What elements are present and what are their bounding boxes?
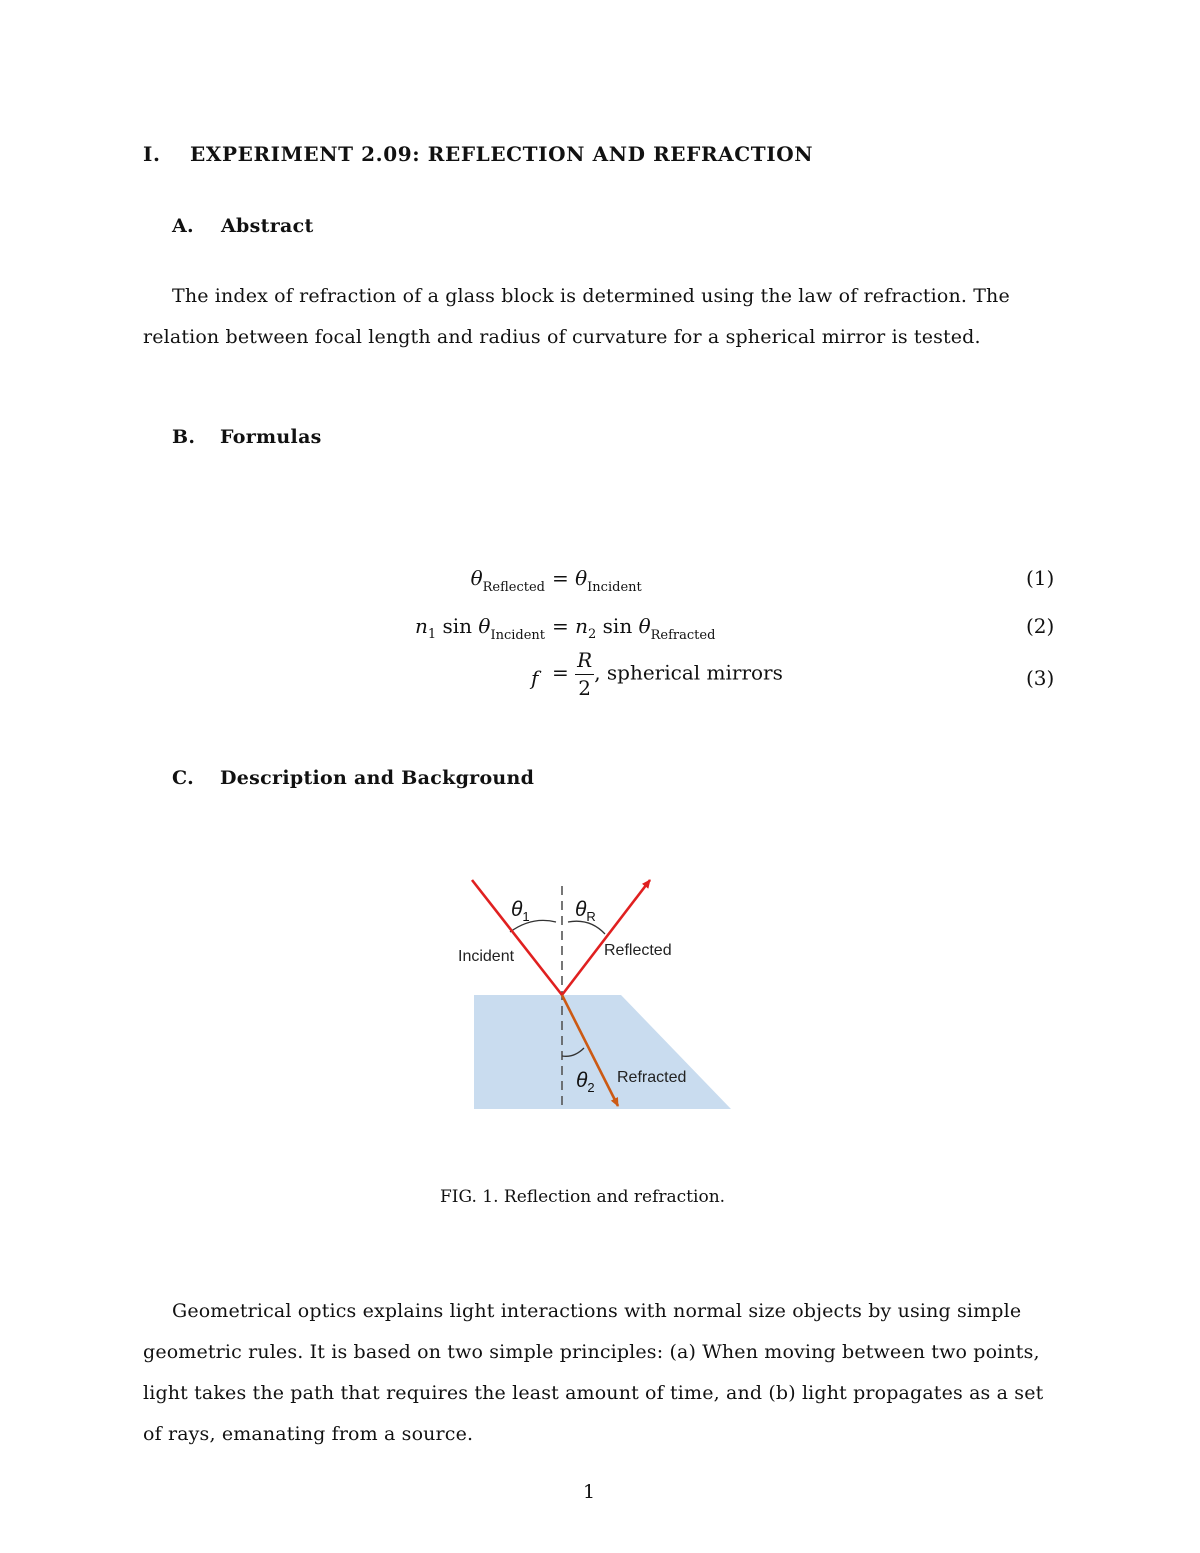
label-thetaR: $\theta_R$: [575, 898, 596, 924]
subscript-refracted: Refracted: [650, 628, 716, 643]
subsection-title: Abstract: [221, 215, 314, 237]
equation-1-rhs: [552, 566, 642, 595]
subscript-one: 1: [427, 627, 437, 642]
equation-3-rhs: [552, 650, 783, 698]
abstract-line-1: The index of refraction of a glass block is determined using the law of refraction. The: [172, 285, 1010, 307]
body-line-2: geometric rules. It is based on two simple principles: (a) When moving between two points,: [143, 1341, 1040, 1363]
equation-number-3: (3): [1026, 666, 1055, 690]
theta-symbol: θ: [470, 566, 483, 590]
theta-symbol: θ: [638, 614, 651, 638]
theta-symbol: θ: [575, 566, 588, 590]
sin-function: sin: [442, 614, 473, 638]
body-line-3: light takes the path that requires the least amount of time, and (b) light propagates as a set: [143, 1382, 1044, 1404]
fraction-denominator: 2: [578, 676, 592, 700]
section-heading: [143, 142, 814, 166]
label-theta2: $\theta_2$: [576, 1069, 595, 1095]
subscript-reflected: Reflected: [482, 580, 545, 595]
equation-number-2: (2): [1026, 614, 1055, 638]
theta-symbol: θ: [478, 614, 491, 638]
n-symbol: n: [575, 614, 589, 638]
subsection-label: C.: [172, 767, 195, 789]
subsection-title: Formulas: [220, 426, 322, 448]
equals-sign: =: [552, 566, 569, 590]
n-symbol: n: [414, 614, 428, 638]
subsection-heading-formulas: [172, 426, 322, 448]
equation-1-lhs: [470, 566, 545, 595]
subscript-incident: Incident: [587, 580, 642, 595]
label-reflected: Reflected: [604, 942, 672, 959]
subscript-incident: Incident: [490, 628, 545, 643]
equation-3-tail: , spherical mirrors: [594, 660, 783, 685]
fraction-numerator: R: [575, 650, 594, 675]
body-line-1: Geometrical optics explains light interactions with normal size objects by using simple: [172, 1300, 1022, 1322]
section-number: I.: [143, 142, 161, 166]
subscript-two: 2: [588, 627, 597, 642]
equation-2-rhs: [552, 614, 716, 643]
abstract-line-2: relation between focal length and radius of curvature for a spherical mirror is tested.: [143, 326, 981, 348]
fraction-R-over-2: [575, 650, 594, 698]
body-line-4: of rays, emanating from a source.: [143, 1423, 474, 1445]
equals-sign: =: [552, 614, 569, 638]
subsection-title: Description and Background: [220, 767, 535, 789]
section-title: EXPERIMENT 2.09: REFLECTION AND REFRACTION: [190, 142, 814, 166]
subsection-heading-abstract: [172, 215, 314, 237]
subsection-label: A.: [172, 215, 194, 237]
angle-arc-theta1: [510, 920, 556, 932]
subsection-heading-description: [172, 767, 535, 789]
label-incident: Incident: [458, 948, 515, 965]
label-refracted: Refracted: [617, 1069, 687, 1086]
equals-sign: =: [552, 660, 569, 685]
glass-block: [474, 995, 731, 1109]
sin-function: sin: [602, 614, 633, 638]
figure-caption: FIG. 1. Reflection and refraction.: [440, 1187, 726, 1207]
subsection-label: B.: [172, 426, 196, 448]
equation-2-lhs: [414, 614, 545, 643]
equation-number-1: (1): [1026, 566, 1055, 590]
label-theta1: $\theta_1$: [511, 898, 530, 924]
equation-3-lhs: f: [531, 666, 539, 690]
page-number: 1: [583, 1481, 596, 1503]
figure-reflection-refraction: [440, 868, 750, 1118]
